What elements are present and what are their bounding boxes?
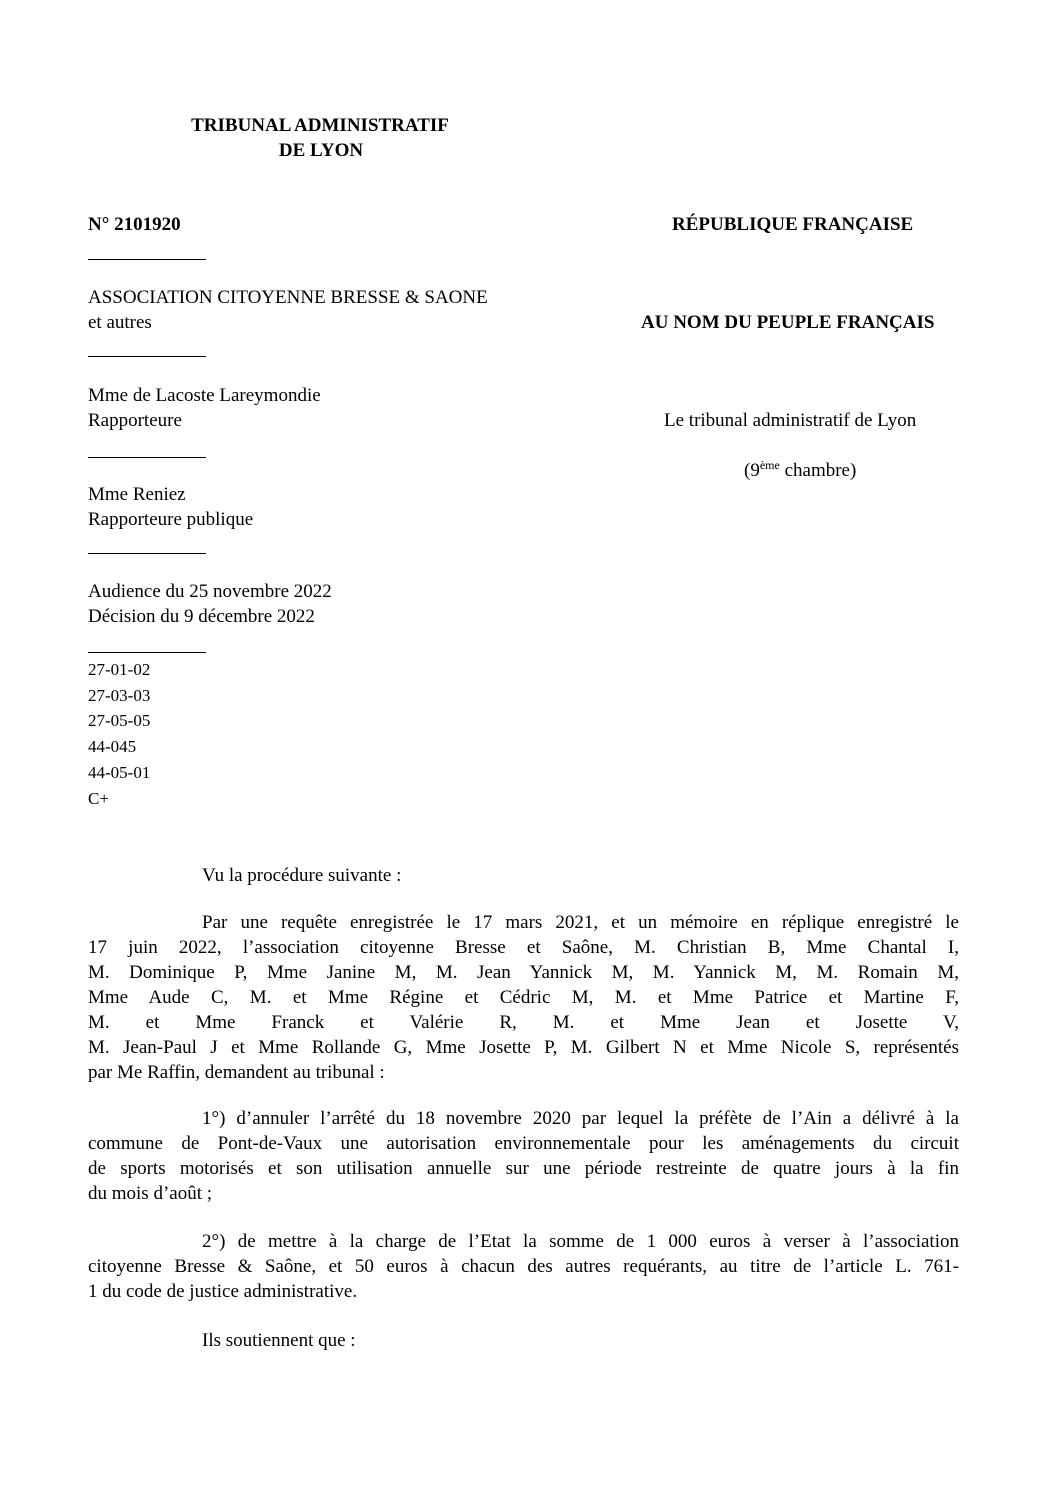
paragraph-line: Mme Aude C, M. et Mme Régine et Cédric M, M. et Mme Patrice et Martine F, (88, 987, 959, 1008)
paragraph-line: 1 du code de justice administrative. (88, 1281, 358, 1302)
chamber-suffix: ème (759, 458, 780, 472)
paragraph-conclusion-1 (88, 1106, 959, 1206)
paragraph-line: M. Dominique P, Mme Janine M, M. Jean Yannick M, M. Yannick M, M. Romain M, (88, 962, 959, 983)
republic-heading: RÉPUBLIQUE FRANÇAISE (672, 214, 914, 235)
separator (88, 553, 206, 554)
separator (88, 457, 206, 458)
paragraph-line: 1°) d’annuler l’arrêté du 18 novembre 2020 par lequel la préfète de l’Ain a délivré à la (202, 1108, 959, 1129)
rapporteur (88, 383, 321, 433)
paragraph-line: M. Jean-Paul J et Mme Rollande G, Mme Josette P, M. Gilbert N et Mme Nicole S, représentés (88, 1037, 959, 1058)
classification-code: 27-05-05 (88, 711, 151, 730)
classification-code: 27-01-02 (88, 660, 151, 679)
classification-code: 44-045 (88, 737, 137, 756)
hearing-dates (88, 579, 332, 629)
paragraph-line: par Me Raffin, demandent au tribunal : (88, 1062, 385, 1083)
separator (88, 356, 206, 357)
public-rapporteur (88, 482, 253, 532)
court-name-line2: DE LYON (278, 140, 364, 161)
paragraph-line: commune de Pont-de-Vaux une autorisation environnementale pour les aménagements du circuit (88, 1133, 959, 1154)
parties-line1: ASSOCIATION CITOYENNE BRESSE & SAONE (88, 287, 488, 308)
decision-date: Décision du 9 décembre 2022 (88, 606, 315, 627)
public-rapporteur-role: Rapporteure publique (88, 509, 254, 530)
court-name (150, 113, 490, 163)
au-nom-heading: AU NOM DU PEUPLE FRANÇAIS (641, 312, 935, 333)
public-rapporteur-name: Mme Reniez (88, 484, 186, 505)
separator (88, 652, 206, 653)
classification-code: 27-03-03 (88, 686, 151, 705)
paragraph-line: 2°) de mettre à la charge de l’Etat la somme de 1 000 euros à verser à l’association (202, 1231, 959, 1252)
audience-date: Audience du 25 novembre 2022 (88, 581, 332, 602)
rapporteur-role: Rapporteure (88, 410, 182, 431)
parties (88, 285, 488, 335)
paragraph-line: 17 juin 2022, l’association citoyenne Bresse et Saône, M. Christian B, Mme Chantal I, (88, 937, 959, 958)
separator (88, 259, 206, 260)
paragraph-line: M. et Mme Franck et Valérie R, M. et Mme Jean et Josette V, (88, 1012, 959, 1033)
parties-line2: et autres (88, 312, 152, 333)
court-name-line1: TRIBUNAL ADMINISTRATIF (191, 115, 449, 136)
paragraph-line: Par une requête enregistrée le 17 mars 2021, et un mémoire en réplique enregistré le (202, 912, 959, 933)
paragraph-line: de sports motorisés et son utilisation annuelle sur une période restreinte de quatre jours à la fin (88, 1158, 959, 1179)
tribunal-label: Le tribunal administratif de Lyon (664, 410, 917, 431)
case-number: N° 2101920 (88, 214, 181, 235)
chamber-text: chambre) (779, 460, 857, 481)
rapporteur-name: Mme de Lacoste Lareymondie (88, 385, 321, 406)
paragraph-requete (88, 910, 959, 1085)
paragraph-conclusion-2 (88, 1229, 959, 1304)
classification-code: 44-05-01 (88, 763, 151, 782)
chamber-number: (9 (744, 460, 760, 481)
closing-text: Ils soutiennent que : (202, 1330, 356, 1351)
classification-code: C+ (88, 789, 109, 808)
intro-text: Vu la procédure suivante : (202, 865, 402, 886)
paragraph-line: citoyenne Bresse & Saône, et 50 euros à chacun des autres requérants, au titre de l’article L. 761- (88, 1256, 959, 1277)
chamber (744, 458, 856, 483)
paragraph-line: du mois d’août ; (88, 1183, 213, 1204)
